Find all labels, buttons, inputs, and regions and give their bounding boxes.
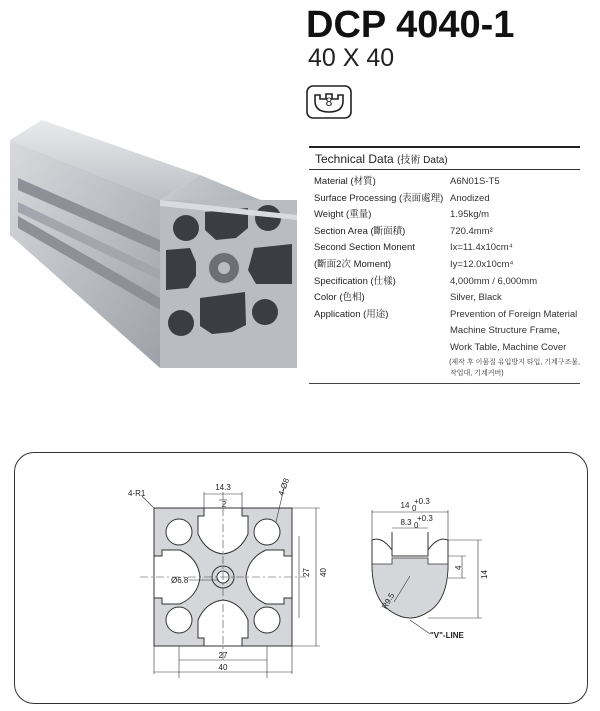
row-value: Silver, Black xyxy=(450,292,502,304)
dim-2: 2 xyxy=(221,500,227,509)
row-value: A6N01S-T5 xyxy=(450,176,500,187)
table-row xyxy=(309,323,580,340)
table-row xyxy=(309,307,580,324)
row-value: Anodized xyxy=(450,192,490,204)
slot-8-icon xyxy=(306,85,352,119)
row-value: 1.95kg/m xyxy=(450,209,490,221)
row-value: 4,000mm / 6,000mm xyxy=(450,275,538,287)
technical-data-title: Technical Data xyxy=(315,152,394,166)
slot-dim-14-lower: 0 xyxy=(412,504,417,513)
dim-40-vertical: 40 xyxy=(319,568,328,577)
table-note-row xyxy=(309,357,580,368)
slot-dim-14-tolerance: +0.3 xyxy=(414,497,430,506)
row-key xyxy=(309,340,450,357)
slot-dim-8-3-tolerance: +0.3 xyxy=(417,514,433,523)
slot-dim-14-vertical: 14 xyxy=(480,570,489,579)
dim-40-horizontal: 40 xyxy=(218,663,228,672)
technical-data-subtitle: (技術 Data) xyxy=(397,155,448,166)
table-bottom-rule xyxy=(309,383,580,384)
table-row xyxy=(309,340,580,357)
slot-dim-r9-5: R9.5 xyxy=(380,591,397,611)
application-note: (제작 후 이물질 유입방지 타입, 기계구조물, xyxy=(449,358,580,366)
technical-drawing xyxy=(14,452,588,704)
table-row xyxy=(309,191,580,208)
table-row xyxy=(309,274,580,291)
row-key xyxy=(309,323,450,340)
dim-4-phi8: 4-Ø8 xyxy=(276,477,292,497)
slot-v-line-label: "V"-LINE xyxy=(430,631,464,640)
table-row xyxy=(309,240,580,257)
row-value: Prevention of Foreign Material xyxy=(450,308,578,320)
row-key: Weight (重量) xyxy=(314,209,372,221)
cross-section-view xyxy=(140,492,306,662)
slot-dim-8-3-lower: 0 xyxy=(414,521,419,530)
technical-data-table xyxy=(309,146,580,384)
row-key: Application (用途) xyxy=(314,308,389,320)
table-row xyxy=(309,174,580,191)
table-row xyxy=(309,207,580,224)
dim-phi-6-8: Ø6.8 xyxy=(171,576,189,585)
row-value: Machine Structure Frame, xyxy=(450,325,560,337)
slot-badge-number: 8 xyxy=(325,95,333,109)
table-note-row xyxy=(309,368,580,379)
slot-dim-8-3: 8.3 xyxy=(400,518,412,527)
profile-product-image xyxy=(0,120,305,440)
table-row xyxy=(309,257,580,274)
slot-dim-4: 4 xyxy=(454,565,463,570)
row-key: Second Section Monent xyxy=(314,242,415,254)
row-key: Surface Processing (表面處理) xyxy=(314,192,444,204)
row-key: Section Area (斷面積) xyxy=(314,225,406,237)
row-value: Iy=12.0x10cm⁴ xyxy=(450,258,514,270)
table-row xyxy=(309,224,580,241)
technical-data-header xyxy=(309,146,580,170)
row-key: Color (色相) xyxy=(314,292,365,304)
row-value: 720.4mm² xyxy=(450,225,493,237)
row-key: Specification (仕樣) xyxy=(314,275,396,287)
profile-size: 40 X 40 xyxy=(308,44,395,72)
model-title: DCP 4040-1 xyxy=(306,4,515,46)
row-value: Work Table, Machine Cover xyxy=(450,341,567,353)
row-key: Material (材質) xyxy=(314,176,376,187)
row-value: Ix=11.4x10cm⁴ xyxy=(450,242,513,254)
row-key: (斷面2次 Moment) xyxy=(314,258,392,270)
dim-4-r1: 4-R1 xyxy=(128,489,146,498)
slot-dim-14: 14 xyxy=(400,501,410,510)
dim-14-3: 14.3 xyxy=(215,483,231,492)
application-note: 작업대, 기계커버) xyxy=(450,369,504,377)
dim-27-horizontal: 27 xyxy=(218,651,228,660)
dim-27-vertical: 27 xyxy=(302,568,311,577)
table-row xyxy=(309,290,580,307)
